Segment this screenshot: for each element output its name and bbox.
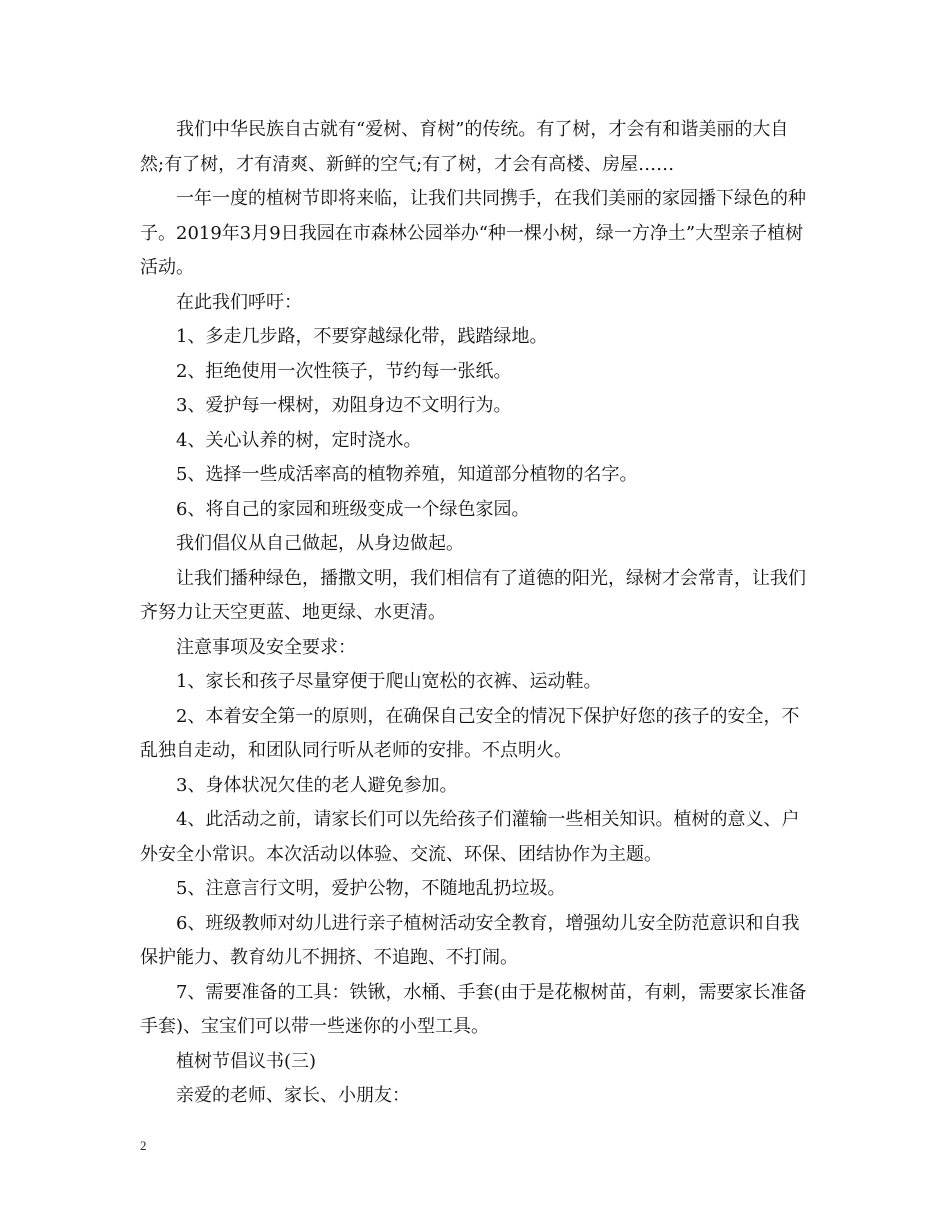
list-item: 6、班级教师对幼儿进行亲子植树活动安全教育，增强幼儿安全防范意识和自我保护能力、教育幼儿不拥挤、不追跑、不打闹。 <box>140 912 800 968</box>
list-item: 3、爱护每一棵树，劝阻身边不文明行为。 <box>176 395 512 416</box>
paragraph: 在此我们呼吁： <box>176 291 302 313</box>
section-heading: 注意事项及安全要求： <box>176 636 356 658</box>
page-number: 2 <box>140 1138 147 1153</box>
list-item: 2、本着安全第一的原则，在确保自己安全的情况下保护好您的孩子的安全，不乱独自走动，和团队同行听从老师的安排。不点明火。 <box>140 705 800 761</box>
list-item: 1、多走几步路，不要穿越绿化带，践踏绿地。 <box>176 326 548 347</box>
list-item: 3、身体状况欠佳的老人避免参加。 <box>176 774 458 796</box>
section-title: 植树节倡议书(三) <box>176 1050 317 1072</box>
salutation: 亲爱的老师、家长、小朋友： <box>176 1085 410 1106</box>
list-item: 4、此活动之前，请家长们可以先给孩子们灌输一些相关知识。植树的意义、户外安全小常识。本次活动以体验、交流、环保、团结协作为主题。 <box>140 809 800 865</box>
list-item: 5、注意言行文明，爱护公物，不随地乱扔垃圾。 <box>176 878 566 899</box>
paragraph: 一年一度的植树节即将来临，让我们共同携手，在我们美丽的家园播下绿色的种子。2019年3月9日我园在市森林公园举办“种一棵小树，绿一方净土”大型亲子植树活动。 <box>140 188 806 278</box>
list-item: 4、关心认养的树，定时浇水。 <box>176 429 422 451</box>
paragraph: 让我们播种绿色，播撒文明，我们相信有了道德的阳光，绿树才会常青，让我们齐努力让天空更蓝、地更绿、水更清。 <box>140 567 806 623</box>
list-item: 5、选择一些成活率高的植物养殖，知道部分植物的名字。 <box>176 464 638 485</box>
list-item: 1、家长和孩子尽量穿便于爬山宽松的衣裤、运动鞋。 <box>176 671 602 692</box>
list-item: 7、需要准备的工具：铁锹，水桶、手套(由于是花椒树苗，有刺，需要家长准备手套)、宝宝们可以带一些迷你的小型工具。 <box>140 981 807 1037</box>
paragraph: 我们中华民族自古就有“爱树、育树”的传统。有了树，才会有和谐美丽的大自然;有了树，才有清爽、新鲜的空气;有了树，才会有高楼、房屋…… <box>140 119 789 175</box>
list-item: 6、将自己的家园和班级变成一个绿色家园。 <box>176 498 530 520</box>
list-item: 2、拒绝使用一次性筷子，节约每一张纸。 <box>176 360 512 382</box>
paragraph: 我们倡仪从自己做起，从身边做起。 <box>176 533 464 554</box>
document-body <box>140 113 812 1114</box>
